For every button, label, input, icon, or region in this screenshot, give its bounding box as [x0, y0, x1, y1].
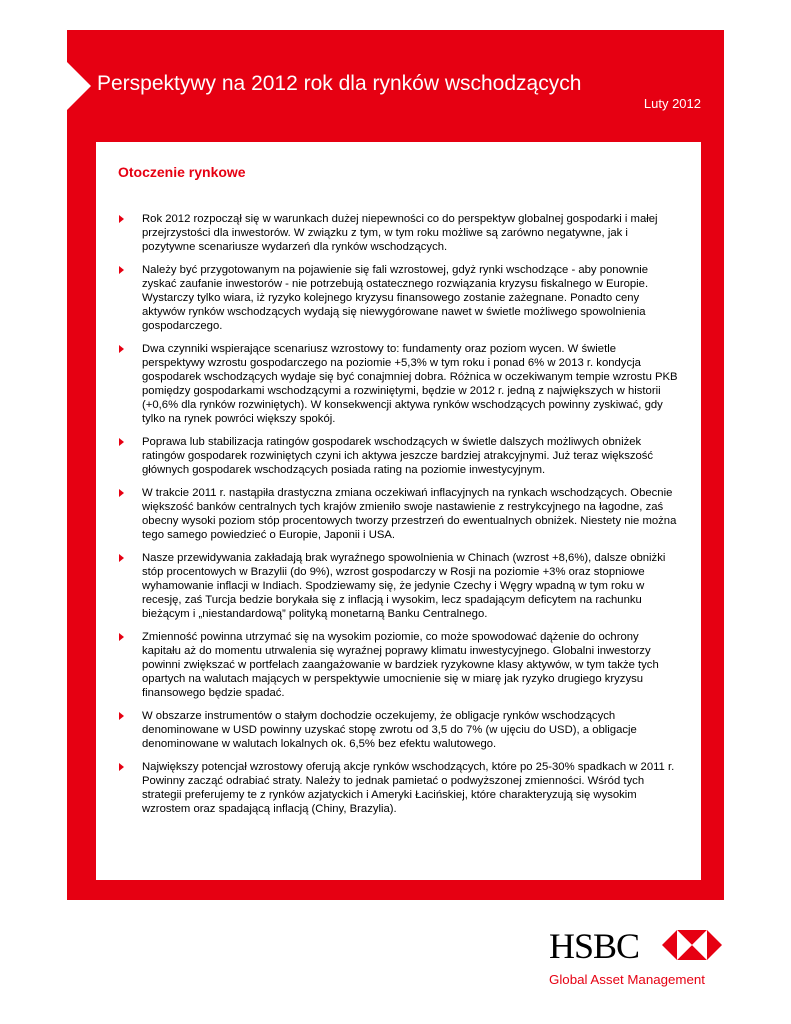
bullet-arrow-icon: [119, 554, 124, 562]
section-heading: Otoczenie rynkowe: [118, 164, 246, 180]
bullet-text: Zmienność powinna utrzymać się na wysokim poziomie, co może spowodować dążenie do ochrony kapitału aż do momentu utrwalenia się wyraźnej poprawy klimatu inwestycyjnego. Globalni inwestorzy powinni zwiększać w portfelach zaangażowanie w bardziek ryzykowne klasy aktywów, w tym także tych opartych na walutach mających w perspektywie umocnienie się w miarę jak ryzyko drugiego kryzysu finansowego będzie spadać.: [142, 631, 659, 699]
bullet-item: [118, 630, 679, 700]
bullet-item: [118, 342, 679, 426]
bullet-item: [118, 263, 679, 333]
bullet-list: [118, 212, 679, 816]
bullet-item: [118, 709, 679, 751]
bullet-arrow-icon: [119, 266, 124, 274]
bullet-text: W obszarze instrumentów o stałym dochodzie oczekujemy, że obligacje rynków wschodzących denominowane w USD powinny uzyskać stopę zwrotu od 3,5 do 7% (w ujęciu do USD), a obligacje denominowane w walutach lokalnych ok. 6,5% bez efektu walutowego.: [142, 710, 637, 750]
content-panel: [96, 142, 701, 880]
publication-date: Luty 2012: [643, 96, 701, 111]
bullet-item: [118, 486, 679, 542]
bullet-text: Dwa czynniki wspierające scenariusz wzrostowy to: fundamenty oraz poziom wycen. W świetle perspektywy wzrostu gospodarczego na poziomie +5,3% w tym roku i ponad 6% w 2013 r. kondycja gospodarek wschodzących wydaje się być conajmniej dobra. Różnica w oczekiwanym tempie wzrostu PKB pomiędzy gospodarkami wschodzącymi a rozwiniętymi, będzie w 2012 r. jedną z największych w historii (+0,6% dla rynków rozwiniętych). W konsekwencji aktywa rynków wschodzących powinny zyskiwać, gdy tylko na rynek powróci większy spokój.: [142, 343, 678, 425]
bullet-text: Nasze przewidywania zakładają brak wyraźnego spowolnienia w Chinach (wzrost +8,6%), dalsze obniżki stóp procentowych w Brazylii (do 9%), wzrost gospodarczy w Rosji na poziomie +3% oraz stopniowe wyhamowanie inflacji w Indiach. Spodziewamy się, że jedynie Czechy i Węgry wpadną w tym roku w recesję, zaś Turcja bedzie borykała się z inflacją i wysokim, lecz spadającym deficytem na rachunku bieżącym i „niestandardową” polityką monetarną Banku Centralnego.: [142, 552, 666, 620]
bullet-arrow-icon: [119, 345, 124, 353]
bullet-arrow-icon: [119, 438, 124, 446]
bullet-text: Należy być przygotowanym na pojawienie się fali wzrostowej, gdyż rynki wschodzące - aby ponownie zyskać zaufanie inwestorów - nie potrzebują ostatecznego rozwiązania kryzysu fiskalnego w Europie. Wystarczy tylko wiara, iż ryzyko kolejnego kryzysu finansowego zostanie zażegnane. Ponadto ceny aktywów rynków wschodzących wydają się niewygórowane nawet w świetle możliwego spowolnienia gospodarczego.: [142, 264, 649, 332]
bullet-arrow-icon: [119, 215, 124, 223]
bullet-arrow-icon: [119, 763, 124, 771]
bullet-arrow-icon: [119, 712, 124, 720]
bullet-item: [118, 551, 679, 621]
page-title: Perspektywy na 2012 rok dla rynków wschodzących: [97, 72, 582, 95]
bullet-text: Rok 2012 rozpoczął się w warunkach dużej niepewności co do perspektyw globalnej gospodarki i małej przejrzystości dla inwestorów. W związku z tym, w tym roku możliwe są zarówno negatywne, jak i pozytywne scenariusze wydarzeń dla rynków wschodzących.: [142, 213, 658, 253]
bullet-text: Największy potencjał wzrostowy oferują akcje rynków wschodzących, które po 25-30% spadkach w 2011 r. Powinny zacząć odrabiać straty. Należy to jednak pamietać o podwyższonej zmienności. Wśród tych strategii preferujemy te z rynków azjatyckich i Ameryki Łacińskiej, które charakteryzują się wysokim wzrostem oraz spadającą inflacją (Chiny, Brazylia).: [142, 761, 675, 815]
bullet-arrow-icon: [119, 489, 124, 497]
hsbc-logo: [549, 926, 724, 991]
bullet-item: [118, 760, 679, 816]
bullet-item: [118, 212, 679, 254]
header-arrow-notch: [67, 62, 91, 110]
bullet-text: W trakcie 2011 r. nastąpiła drastyczna zmiana oczekiwań inflacyjnych na rynkach wschodzących. Obecnie większość banków centralnych tych krajów zmieniło swoje nastawienie z restrykcyjnego na łagodne, zaś obecny wysoki poziom stóp procentowych tworzy przestrzeń do ewentualnych obniżek. Niestety nie można tego samego powiedzieć o Europie, Japonii i USA.: [142, 487, 677, 541]
bullet-arrow-icon: [119, 633, 124, 641]
hsbc-hexagon-icon: [662, 930, 722, 960]
bullet-item: [118, 435, 679, 477]
logo-tagline: Global Asset Management: [549, 972, 705, 987]
bullet-text: Poprawa lub stabilizacja ratingów gospodarek wschodzących w świetle dalszych możliwych obniżek ratingów gospodarek rozwiniętych czyni ich aktywa jeszcze bardziej atrakcyjnymi. Już teraz większość głównych gospodarek wschodzących posiada rating na poziomie inwestycyjnym.: [142, 436, 654, 476]
logo-wordmark: HSBC: [549, 926, 640, 966]
